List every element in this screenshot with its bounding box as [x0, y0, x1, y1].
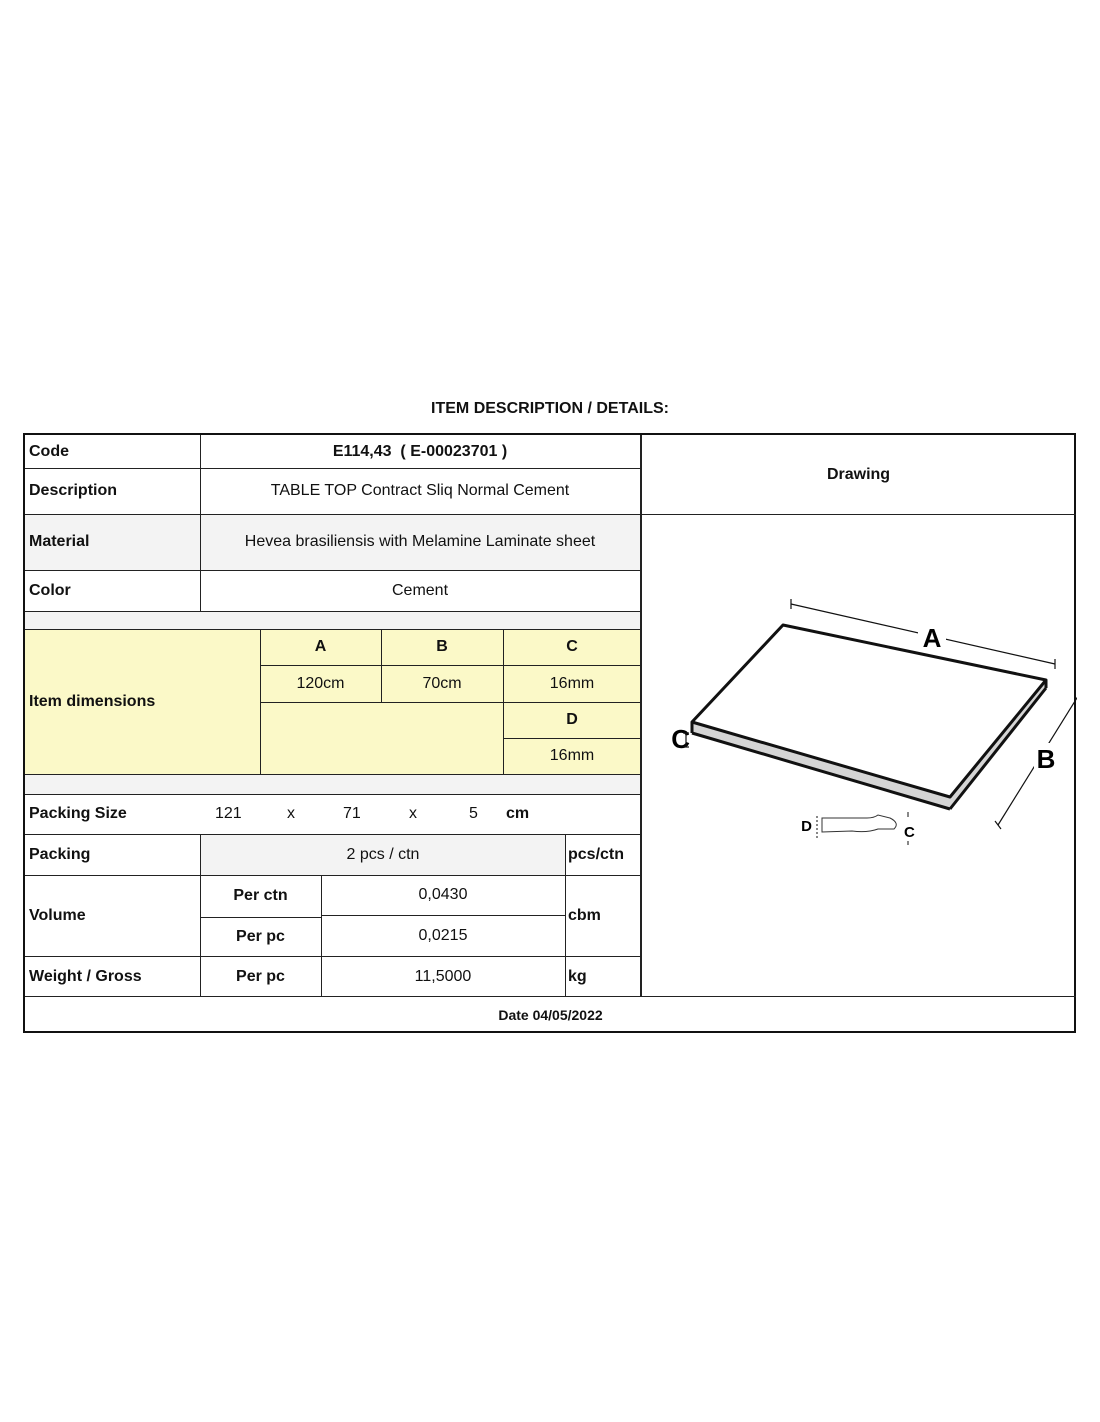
packing-size-x1: x — [287, 805, 295, 822]
dim-value-b: 70cm — [422, 674, 462, 692]
drawing-label-c: C — [671, 724, 690, 754]
drawing-label-d: D — [801, 818, 812, 835]
item-details-sheet — [23, 433, 1076, 1033]
weight-label: Weight / Gross — [29, 967, 142, 985]
code-value: E114,43 ( E-00023701 ) — [332, 442, 508, 460]
dim-value-d: 16mm — [549, 747, 595, 764]
packing-size-width: 71 — [343, 805, 361, 822]
packing-size-label: Packing Size — [29, 805, 127, 822]
volume-per-ctn-label: Per ctn — [233, 887, 288, 904]
drawing-label-b: B — [1036, 744, 1056, 774]
material-label: Material — [29, 533, 90, 550]
weight-unit: kg — [568, 967, 587, 985]
packing-size-length: 121 — [215, 805, 242, 822]
material-value: Hevea brasiliensis with Melamine Laminate sheet — [244, 533, 596, 550]
dimensions-label: Item dimensions — [29, 692, 156, 710]
drawing-label: Drawing — [826, 465, 891, 483]
dim-value-a: 120cm — [296, 674, 345, 692]
dim-header-d: D — [566, 711, 578, 728]
volume-label: Volume — [29, 906, 86, 924]
dim-header-c: C — [566, 638, 578, 655]
color-value: Cement — [391, 581, 449, 599]
table-top-drawing — [642, 515, 1077, 995]
description-value: TABLE TOP Contract Sliq Normal Cement — [270, 482, 570, 499]
volume-per-pc-label: Per pc — [236, 927, 285, 945]
color-label: Color — [29, 581, 71, 599]
packing-label: Packing — [29, 845, 91, 863]
footer-date: Date 04/05/2022 — [498, 1007, 603, 1023]
dim-header-b: B — [436, 638, 448, 655]
packing-unit: pcs/ctn — [568, 845, 625, 863]
volume-per-pc-value: 0,0215 — [418, 926, 468, 944]
packing-value: 2 pcs / ctn — [201, 835, 565, 875]
volume-unit: cbm — [568, 906, 601, 924]
weight-per-pc-label: Per pc — [236, 967, 285, 985]
drawing-label-profile-c: C — [904, 824, 915, 841]
dim-header-a: A — [314, 638, 327, 655]
packing-size-height: 5 — [469, 805, 478, 822]
volume-per-ctn-value: 0,0430 — [418, 886, 468, 903]
drawing-label-a: A — [922, 623, 942, 653]
weight-per-pc-value: 11,5000 — [414, 967, 472, 985]
code-label: Code — [29, 442, 69, 460]
edge-profile-detail — [801, 812, 915, 845]
packing-size-x2: x — [409, 805, 417, 822]
table-top-surface — [692, 625, 1046, 797]
page-title: ITEM DESCRIPTION / DETAILS: — [431, 400, 669, 417]
packing-size-unit: cm — [506, 805, 530, 822]
dim-value-c: 16mm — [549, 674, 595, 692]
spacer-row-top — [25, 611, 641, 629]
spacer-row-bottom — [25, 774, 641, 794]
description-label: Description — [29, 482, 118, 499]
